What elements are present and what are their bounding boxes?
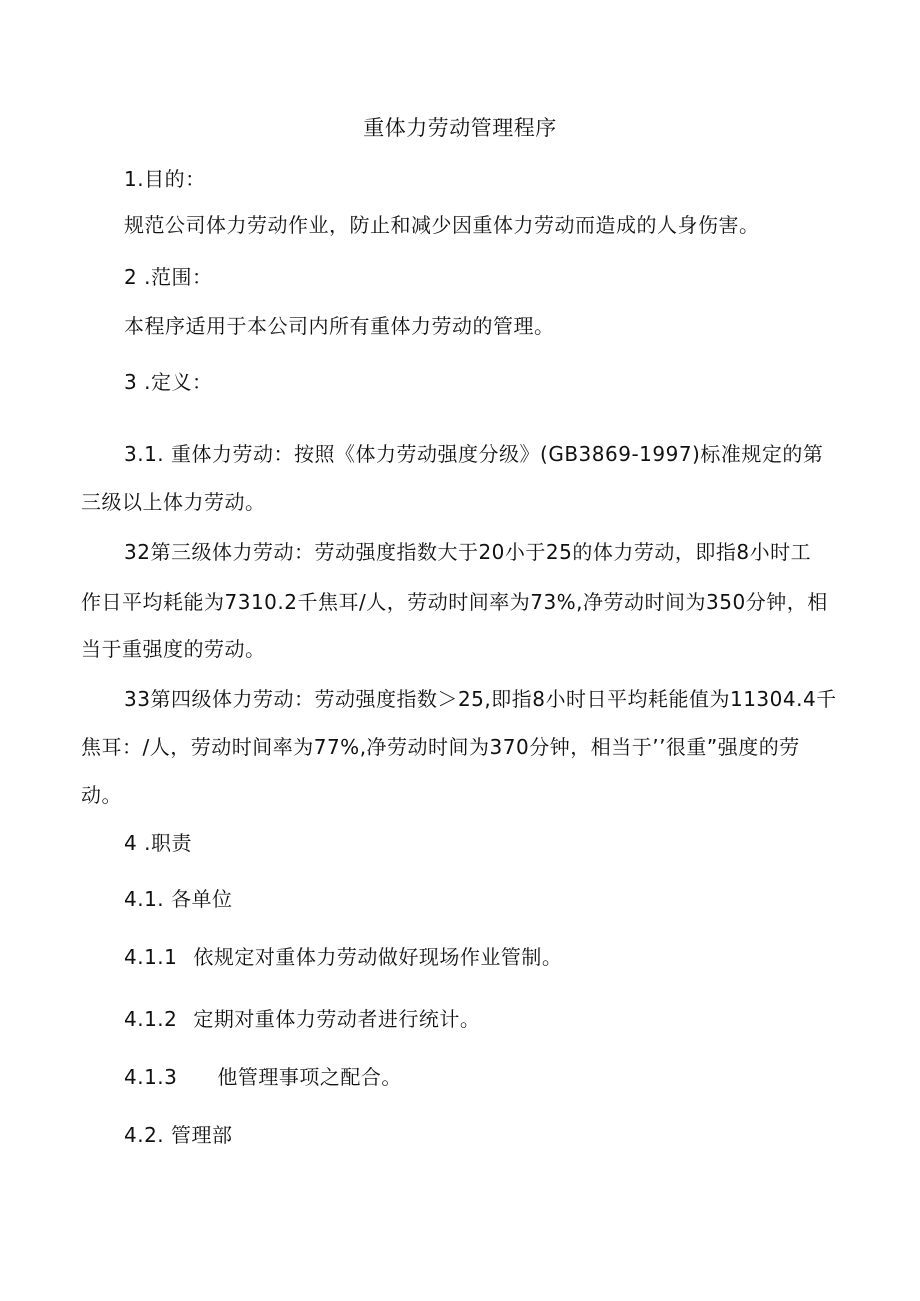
section-4-1-3-text: 他管理事项之配合。 xyxy=(217,1065,402,1089)
section-3-3-line-1: 33第四级体力劳动：劳动强度指数＞25,即指8小时日平均耗能值为11304.4千 xyxy=(124,687,837,711)
section-1-heading: 1.目的： xyxy=(124,167,206,191)
section-3-3-line-3: 动。 xyxy=(81,783,122,807)
section-3-1-line-1: 3.1. 重体力劳动：按照《体力劳动强度分级》(GB3869-1997)标准规定的第 xyxy=(124,442,824,466)
section-4-1-1-text: 依规定对重体力劳动做好现场作业管制。 xyxy=(193,945,563,969)
section-3-2-line-1: 32第三级体力劳动：劳动强度指数大于20小于25的体力劳动，即指8小时工 xyxy=(124,540,812,564)
section-4-1-heading: 4.1. 各单位 xyxy=(124,887,233,911)
section-3-3-line-2: 焦耳：/人，劳动时间率为77%,净劳动时间为370分钟，相当于’’很重”强度的劳 xyxy=(81,735,800,759)
section-3-2-line-3: 当于重强度的劳动。 xyxy=(81,637,266,661)
section-2-body: 本程序适用于本公司内所有重体力劳动的管理。 xyxy=(124,314,555,338)
section-4-1-2 xyxy=(124,1006,480,1032)
section-3-heading: 3 .定义： xyxy=(124,370,213,394)
section-3-1-line-2: 三级以上体力劳动。 xyxy=(81,490,266,514)
section-4-1-1-number: 4.1.1 xyxy=(124,945,178,969)
section-4-1-1 xyxy=(124,944,562,970)
section-4-1-3-number: 4.1.3 xyxy=(124,1065,178,1089)
section-4-1-2-number: 4.1.2 xyxy=(124,1007,178,1031)
section-2-heading: 2 .范围： xyxy=(124,265,213,289)
document-title: 重体力劳动管理程序 xyxy=(363,116,557,140)
section-4-1-2-text: 定期对重体力劳动者进行统计。 xyxy=(193,1007,481,1031)
section-4-1-3 xyxy=(124,1064,402,1090)
section-4-heading: 4 .职责 xyxy=(124,831,192,855)
section-1-body: 规范公司体力劳动作业，防止和减少因重体力劳动而造成的人身伤害。 xyxy=(124,213,760,237)
section-3-2-line-2: 作日平均耗能为7310.2千焦耳/人，劳动时间率为73%,净劳动时间为350分钟，相 xyxy=(81,590,828,614)
section-4-2-heading: 4.2. 管理部 xyxy=(124,1123,233,1147)
